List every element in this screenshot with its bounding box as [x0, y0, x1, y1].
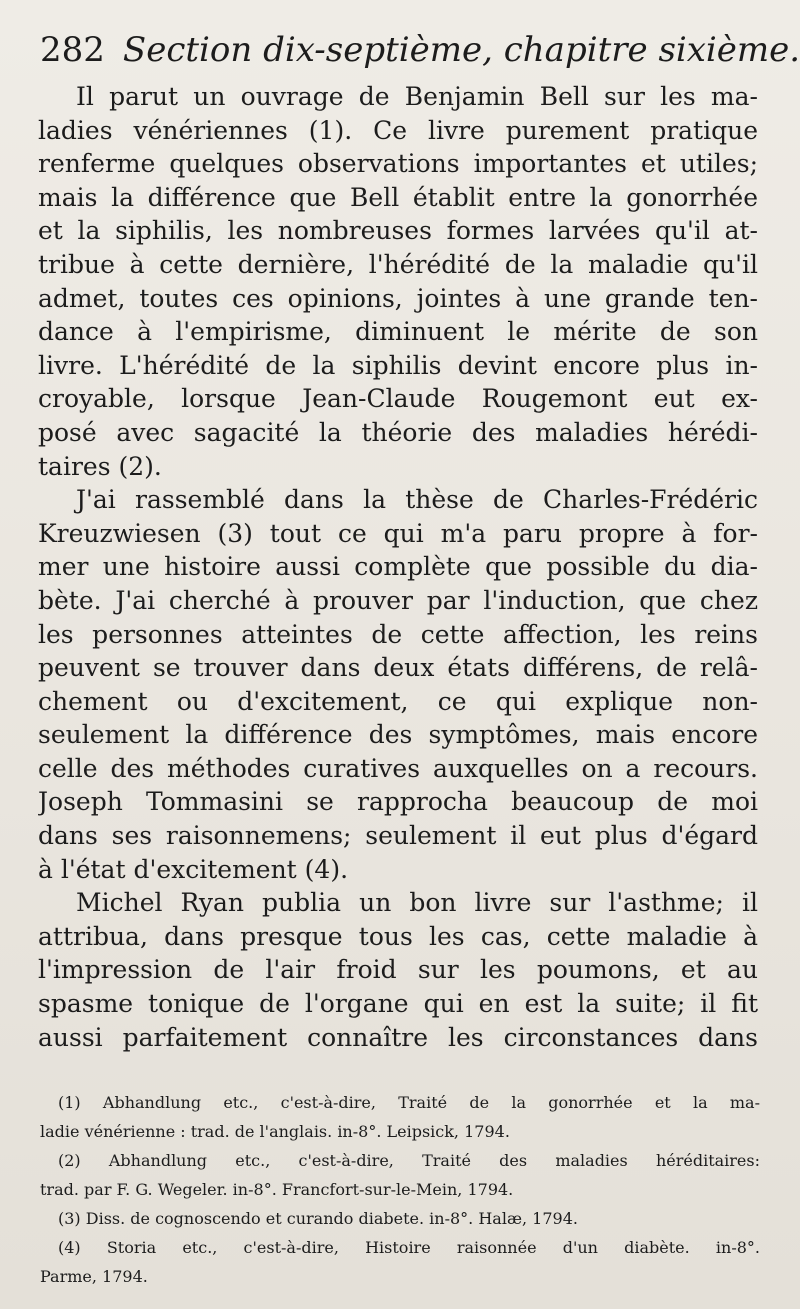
running-title: Section dix-septième, chapitre sixième. [122, 30, 800, 70]
text-line: dans ses raisonnemens; seulement il eut plus d'égard [38, 821, 758, 851]
text-line: ladies vénériennes (1). Ce livre purement pratique [38, 115, 758, 145]
text-line: croyable, lorsque Jean-Claude Rougemont eut ex- [38, 384, 758, 414]
text-line: l'impression de l'air froid sur les poumons, et au [38, 955, 758, 985]
text-line: et la siphilis, les nombreuses formes larvées qu'il at- [38, 216, 758, 246]
footnote-line: (1) Abhandlung etc., c'est-à-dire, Traité de la gonorrhée et la ma- [58, 1093, 760, 1112]
text-line: celle des méthodes curatives auxquelles on a recours. [38, 753, 758, 783]
footnote-line: (3) Diss. de cognoscendo et curando diabete. in-8°. Halæ, 1794. [58, 1209, 578, 1228]
text-line: Joseph Tommasini se rapprocha beaucoup de moi [38, 787, 758, 817]
footnote-line: ladie vénérienne : trad. de l'anglais. in-8°. Leipsick, 1794. [40, 1122, 510, 1141]
text-line: admet, toutes ces opinions, jointes à une grande ten- [38, 283, 758, 313]
text-line: mais la différence que Bell établit entre la gonorrhée [38, 182, 758, 212]
page-number: 282 [40, 30, 105, 70]
text-line: mer une histoire aussi complète que possible du dia- [38, 552, 758, 582]
text-line: J'ai rassemblé dans la thèse de Charles-Frédéric [76, 485, 758, 515]
running-header [40, 26, 800, 74]
text-line: les personnes atteintes de cette affection, les reins [38, 619, 758, 649]
text-line: posé avec sagacité la théorie des maladies hérédi- [38, 417, 758, 447]
text-line: dance à l'empirisme, diminuent le mérite de son [38, 317, 758, 347]
text-line: peuvent se trouver dans deux états différens, de relâ- [38, 653, 758, 683]
footnotes [40, 1088, 760, 1291]
text-line: à l'état d'excitement (4). [38, 854, 349, 884]
body-text [38, 80, 758, 1054]
text-line: renferme quelques observations importantes et utiles; [38, 149, 758, 179]
footnote-line: (2) Abhandlung etc., c'est-à-dire, Traité des maladies héréditaires: [58, 1151, 760, 1170]
text-line: aussi parfaitement connaître les circonstances dans [38, 1022, 758, 1052]
text-line: attribua, dans presque tous les cas, cette maladie à [38, 921, 758, 951]
text-line: bète. J'ai cherché à prouver par l'induction, que chez [38, 585, 758, 615]
text-line: tribue à cette dernière, l'hérédité de la maladie qu'il [38, 249, 758, 279]
text-line: Michel Ryan publia un bon livre sur l'asthme; il [76, 888, 758, 918]
text-line: livre. L'hérédité de la siphilis devint encore plus in- [38, 350, 758, 380]
text-line: Il parut un ouvrage de Benjamin Bell sur les ma- [76, 82, 758, 111]
footnote-line: (4) Storia etc., c'est-à-dire, Histoire raisonnée d'un diabète. in-8°. [58, 1238, 760, 1257]
text-line: seulement la différence des symptômes, mais encore [38, 720, 758, 750]
text-line: taires (2). [38, 451, 162, 481]
text-line: chement ou d'excitement, ce qui explique non- [38, 686, 758, 716]
footnote-line: trad. par F. G. Wegeler. in-8°. Francfort-sur-le-Mein, 1794. [40, 1180, 514, 1199]
text-line: spasme tonique de l'organe qui en est la suite; il fit [38, 989, 758, 1019]
text-line: Kreuzwiesen (3) tout ce qui m'a paru propre à for- [38, 518, 758, 548]
footnote-line: Parme, 1794. [40, 1267, 148, 1286]
